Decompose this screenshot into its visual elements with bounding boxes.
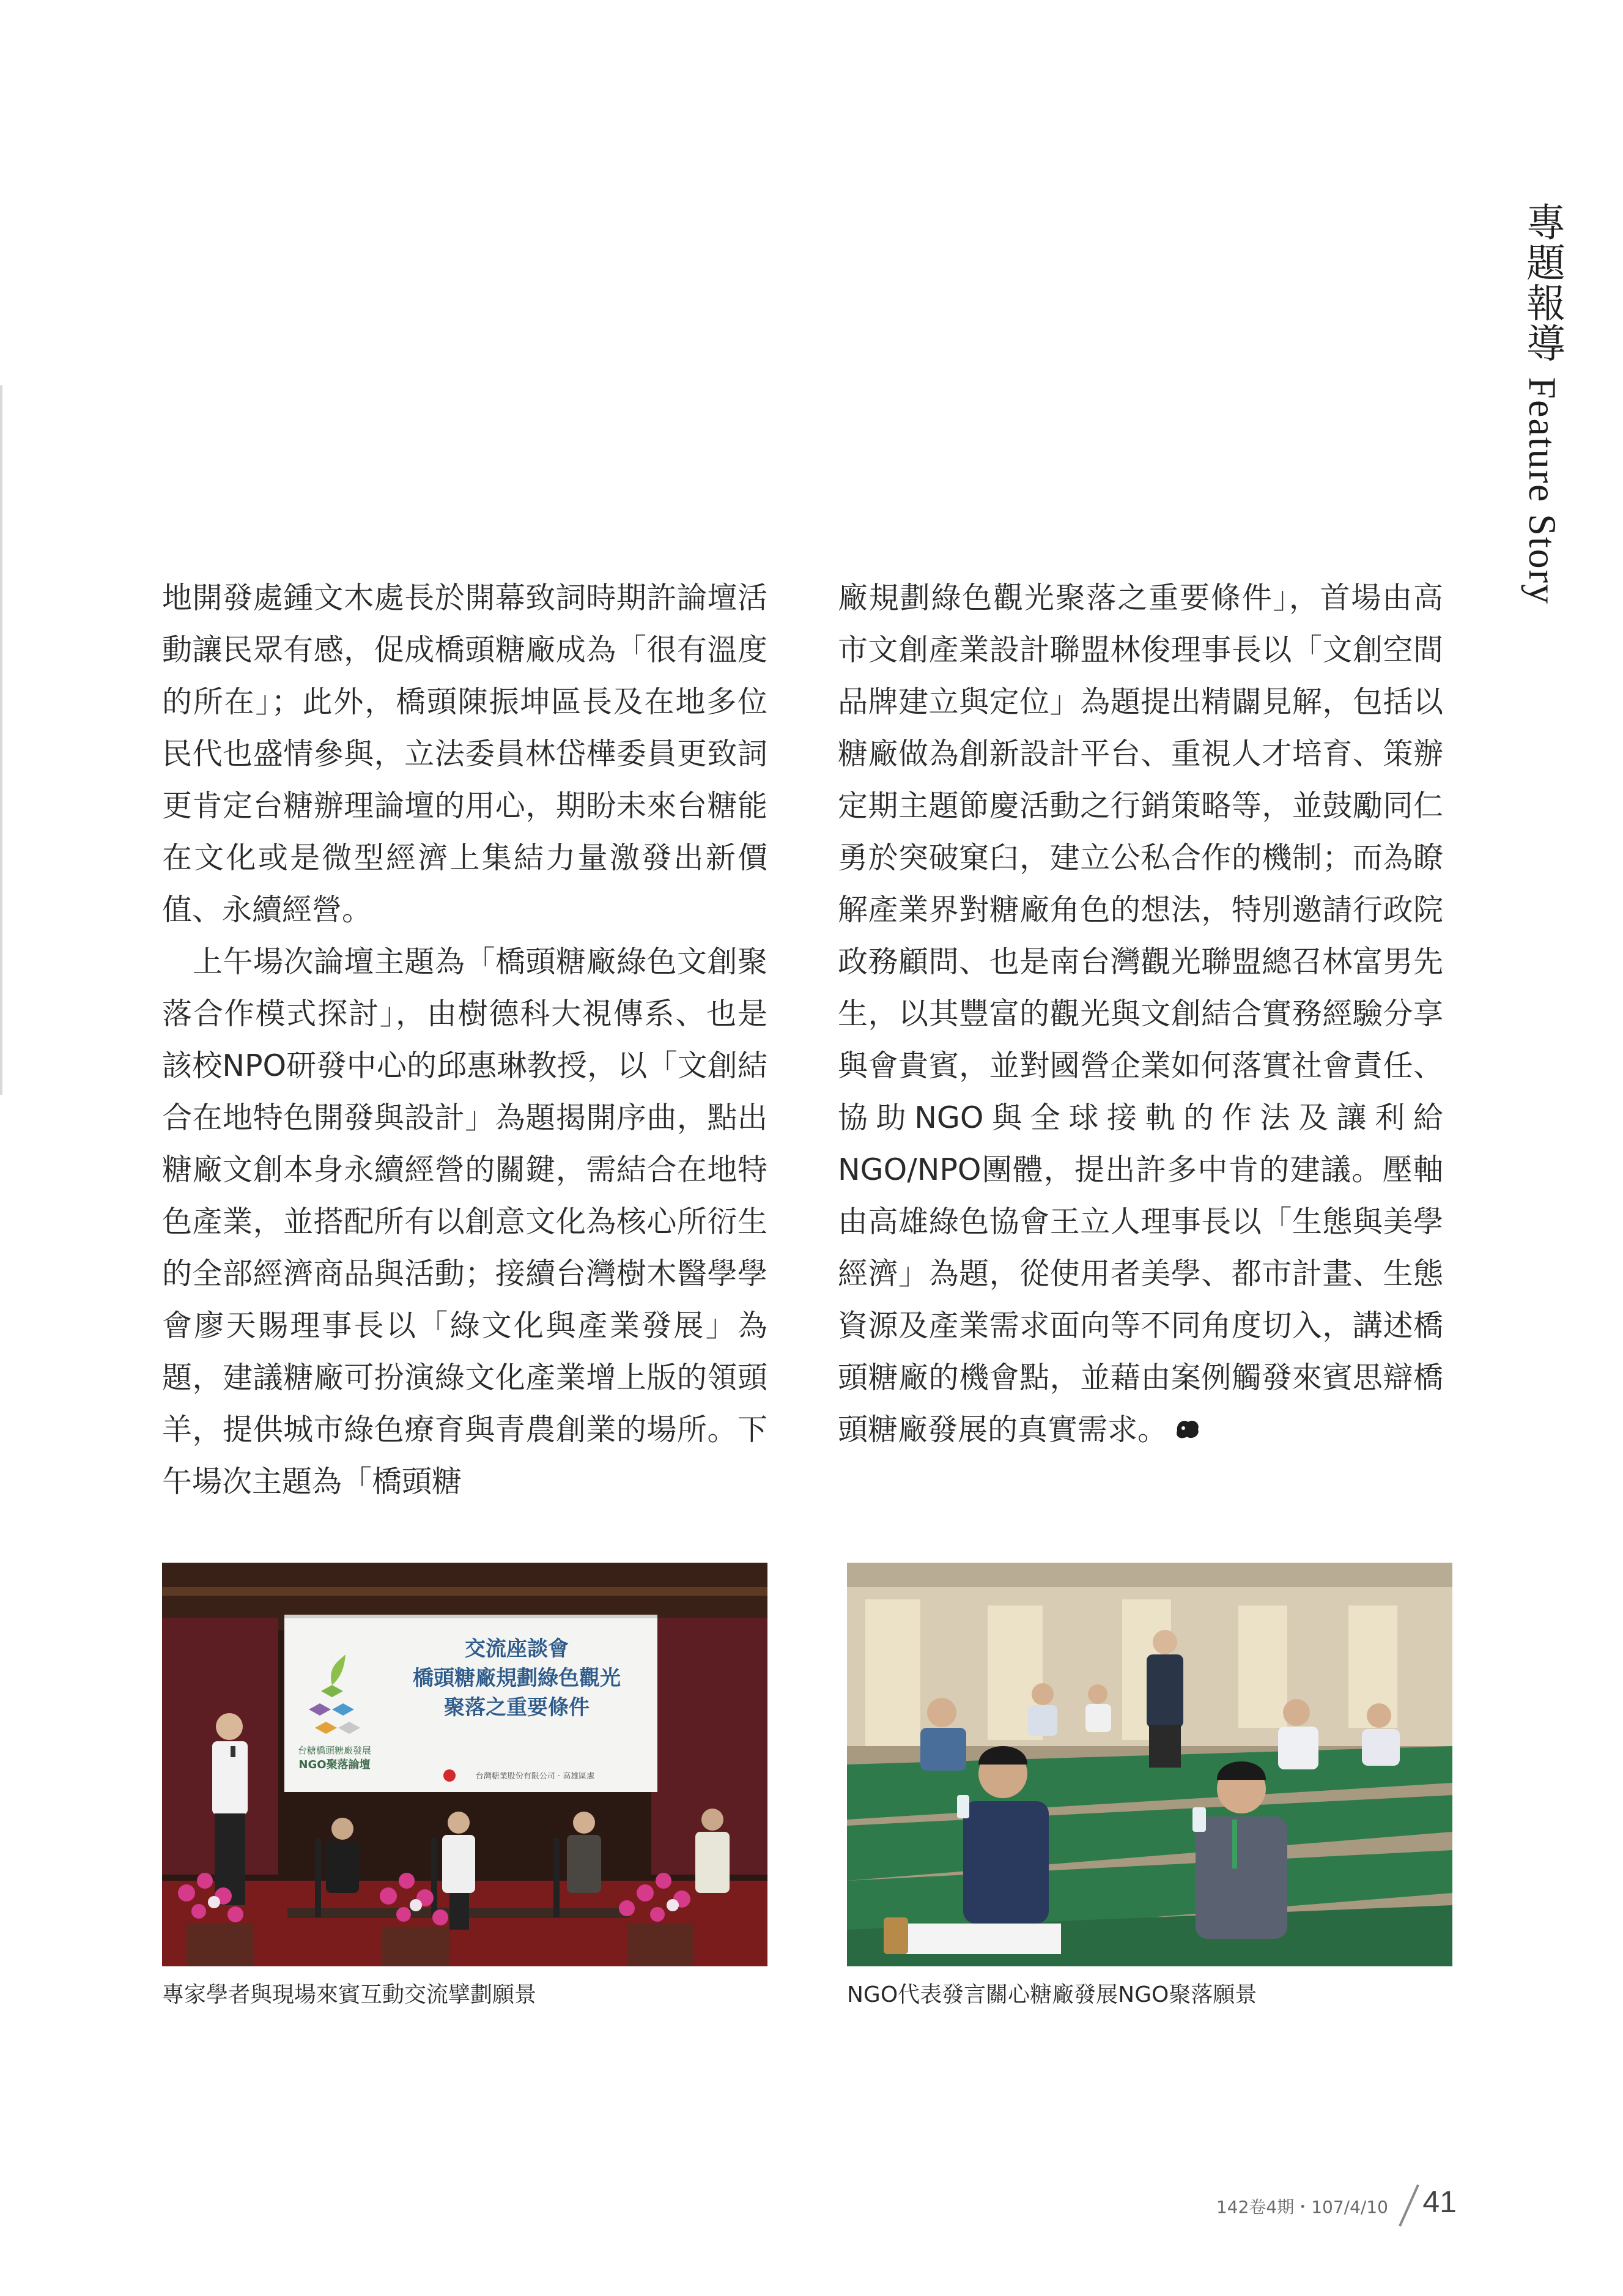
- slide-title-line-1: 交流座談會: [465, 1637, 569, 1661]
- left-text-column: [162, 572, 767, 1508]
- left-paragraph-2: 上午場次論壇主題為「橋頭糖廠綠色文創聚落合作模式探討」，由樹德科大視傳系、也是該校NPO研發中心的邱惠琳教授，以「文創結合在地特色開發與設計」為題揭開序曲，點出糖廠文創本身永續經營的關鍵，需結合在地特色產業，並搭配所有以創意文化為核心所衍生的全部經濟商品與活動；接續台灣樹木醫學學會廖天賜理事長以「綠文化與產業發展」為題，建議糖廠可扮演綠文化產業增上版的領頭羊，提供城市綠色療育與青農創業的場所。下午場次主題為「橋頭糖: [162, 944, 767, 1499]
- section-label-en: Feature Story: [1521, 377, 1564, 605]
- right-photo-caption: NGO代表發言關心糖廠發展NGO聚落願景: [847, 1982, 1257, 2007]
- slide-title-line-2: 橋頭糖廠規劃綠色觀光: [413, 1666, 621, 1691]
- left-photo-caption: 專家學者與現場來賓互動交流擘劃願景: [162, 1982, 537, 2007]
- slide-title-line-3: 聚落之重要條件: [444, 1695, 590, 1720]
- right-paragraph-1-text: 廠規劃綠色觀光聚落之重要條件」，首場由高市文創產業設計聯盟林俊理事長以「文創空間品牌建立與定位」為題提出精闢見解，包括以糖廠做為創新設計平台、重視人才培育、策辦定期主題節慶活動之行銷策略等，並鼓勵同仁勇於突破窠臼，建立公私合作的機制；而為瞭解產業界對糖廠角色的想法，特別邀請行政院政務顧問、也是南台灣觀光聯盟總召林富男先生，以其豐富的觀光與文創結合實務經驗分享與會貴賓，並對國營企業如何落實社會責任、協助NGO與全球接軌的作法及讓利給NGO/NPO團體，提出許多中肯的建議。壓軸由高雄綠色協會王立人理事長以「生態與美學經濟」為題，從使用者美學、都市計畫、生態資源及產業需求面向等不同角度切入，講述橋頭糖廠的機會點，並藉由案例觸發來賓思辯橋頭糖廠發展的真實需求。: [838, 580, 1443, 1447]
- issue-info: 142卷4期・107/4/10: [1216, 2197, 1388, 2217]
- page-number: 41: [1422, 2185, 1457, 2219]
- audience-photo: [847, 1563, 1452, 1966]
- end-mark-icon: [1174, 1405, 1202, 1457]
- slide-logo-zh: 台糖橋頭糖廠發展: [297, 1745, 372, 1756]
- left-paragraph-1: 地開發處鍾文木處長於開幕致詞時期許論壇活動讓民眾有感，促成橋頭糖廠成為「很有溫度的所在」；此外，橋頭陳振坤區長及在地多位民代也盛情參與，立法委員林岱樺委員更致詞更肯定台糖辦理論壇的用心，期盼未來台糖能在文化或是微型經濟上集結力量激發出新價值、永續經營。: [162, 580, 767, 927]
- right-paragraph-1: [838, 572, 1443, 1457]
- section-label-zh: 專題報導: [1520, 202, 1565, 363]
- left-margin-rule: [0, 385, 2, 1095]
- slide-company: 台灣糖業股份有限公司 · 高雄區處: [475, 1772, 595, 1781]
- forum-stage-photo: [162, 1563, 767, 1966]
- slide-logo-en: NGO聚落論壇: [298, 1758, 371, 1771]
- right-text-column: [838, 572, 1443, 1457]
- section-label: [1520, 202, 1565, 605]
- page-folio: [1217, 2180, 1462, 2229]
- folio-divider: [1399, 2184, 1419, 2226]
